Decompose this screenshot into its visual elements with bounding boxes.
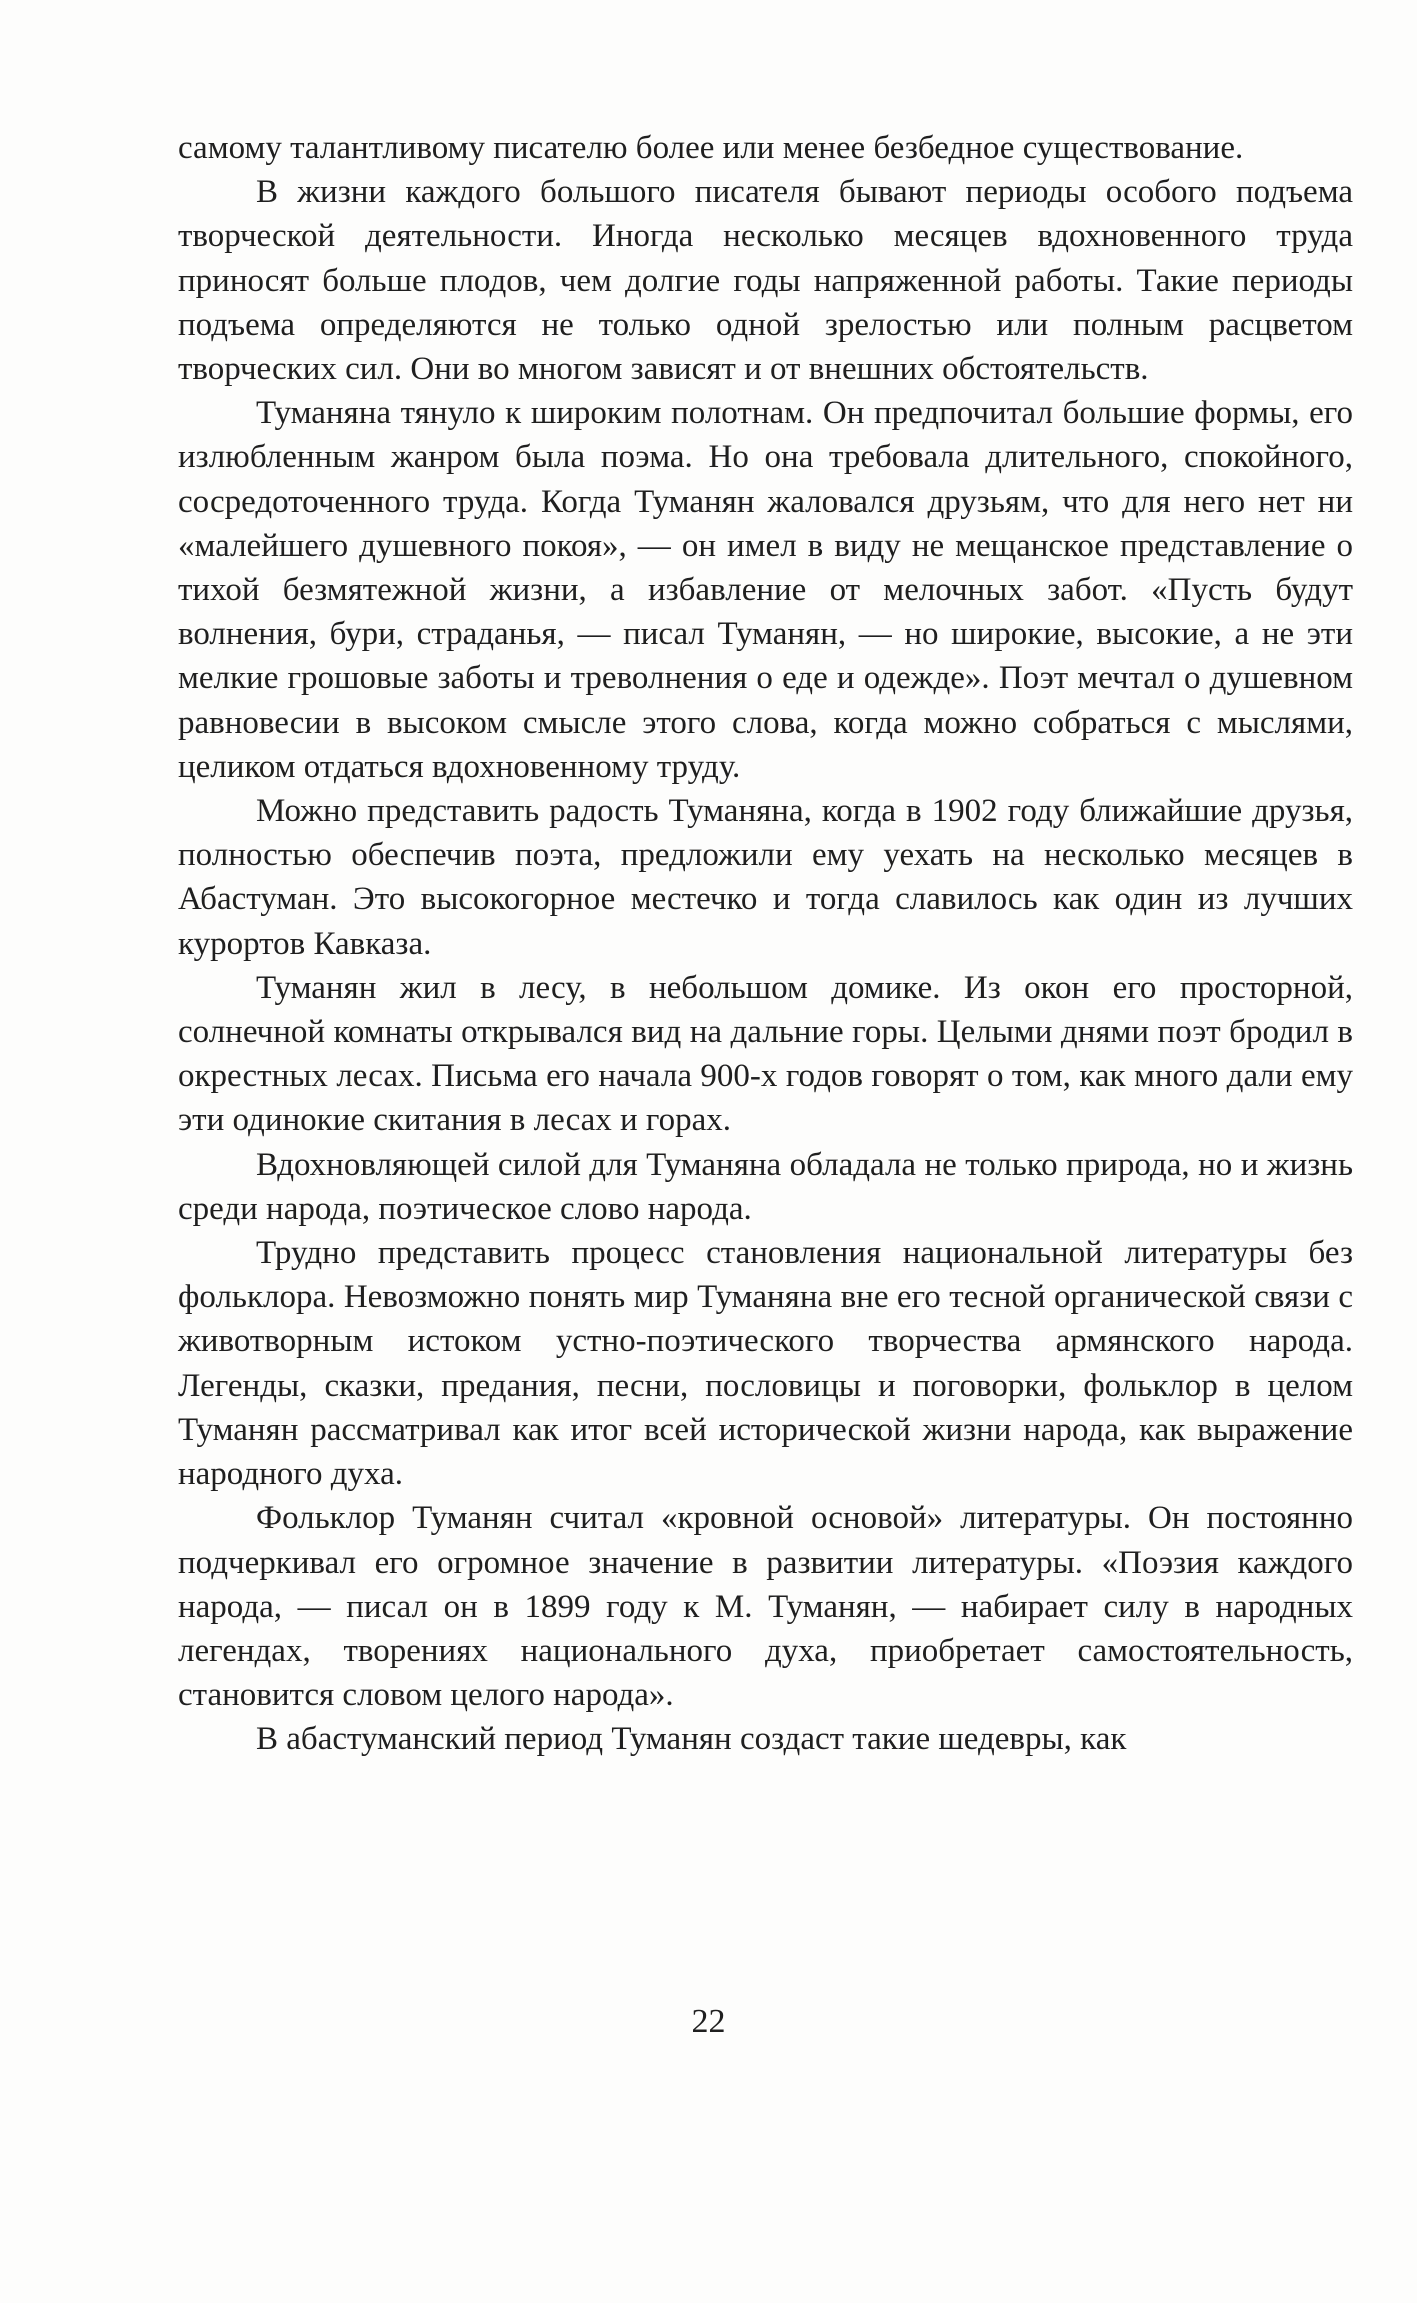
paragraph-5: Туманян жил в лесу, в небольшом домике. Из окон его просторной, солнечной комнаты открывался вид на дальние горы. Целыми днями поэт бродил в окрестных лесах. Письма его начала 900-х годов говорят о том, как много дали ему эти одинокие скитания в лесах и горах.	[178, 969, 1353, 1139]
page-body-text	[178, 126, 1353, 1762]
paragraph-1: самому талантливому писателю более или менее безбедное существование.	[178, 130, 1244, 166]
paragraph-8: Фольклор Туманян считал «кровной основой» литературы. Он постоянно подчеркивал его огромное значение в развитии литературы. «Поэзия каждого народа, — писал он в 1899 году к М. Туманян, — набирает силу в народных легендах, творениях национального духа, приобретает самостоятельность, становится словом целого народа».	[178, 1500, 1353, 1714]
paragraph-7: Трудно представить процесс становления национальной литературы без фольклора. Невозможно понять мир Туманяна вне его тесной органической связи с животворным истоком устно-поэтического творчества армянского народа. Легенды, сказки, предания, песни, пословицы и поговорки, фольклор в целом Туманян рассматривал как итог всей исторической жизни народа, как выражение народного духа.	[178, 1235, 1353, 1493]
paragraph-3: Туманяна тянуло к широким полотнам. Он предпочитал большие формы, его излюбленным жанром была поэма. Но она требовала длительного, спокойного, сосредоточенного труда. Когда Туманян жаловался друзьям, что для него нет ни «малейшего душевного покоя», — он имел в виду не мещанское представление о тихой безмятежной жизни, а избавление от мелочных забот. «Пусть будут волнения, бури, страданья, — писал Туманян, — но широкие, высокие, а не эти мелкие грошовые заботы и треволнения о еде и одежде». Поэт мечтал о душевном равновесии в высоком смысле этого слова, когда можно собраться с мыслями, целиком отдаться вдохновенному труду.	[178, 395, 1353, 785]
paragraph-2: В жизни каждого большого писателя бывают периоды особого подъема творческой деятельности. Иногда несколько месяцев вдохновенного труда приносят больше плодов, чем долгие годы напряженной работы. Такие периоды подъема определяются не только одной зрелостью или полным расцветом творческих сил. Они во многом зависят и от внешних обстоятельств.	[178, 174, 1353, 388]
page-number: 22	[691, 2003, 726, 2040]
paragraph-4: Можно представить радость Туманяна, когда в 1902 году ближайшие друзья, полностью обеспечив поэта, предложили ему уехать на несколько месяцев в Абастуман. Это высокогорное местечко и тогда славилось как один из лучших курортов Кавказа.	[178, 793, 1353, 962]
paragraph-9: В абастуманский период Туманян создаст такие шедевры, как	[256, 1721, 1127, 1758]
paragraph-6: Вдохновляющей силой для Туманяна обладала не только природа, но и жизнь среди народа, поэтическое слово народа.	[178, 1146, 1353, 1227]
